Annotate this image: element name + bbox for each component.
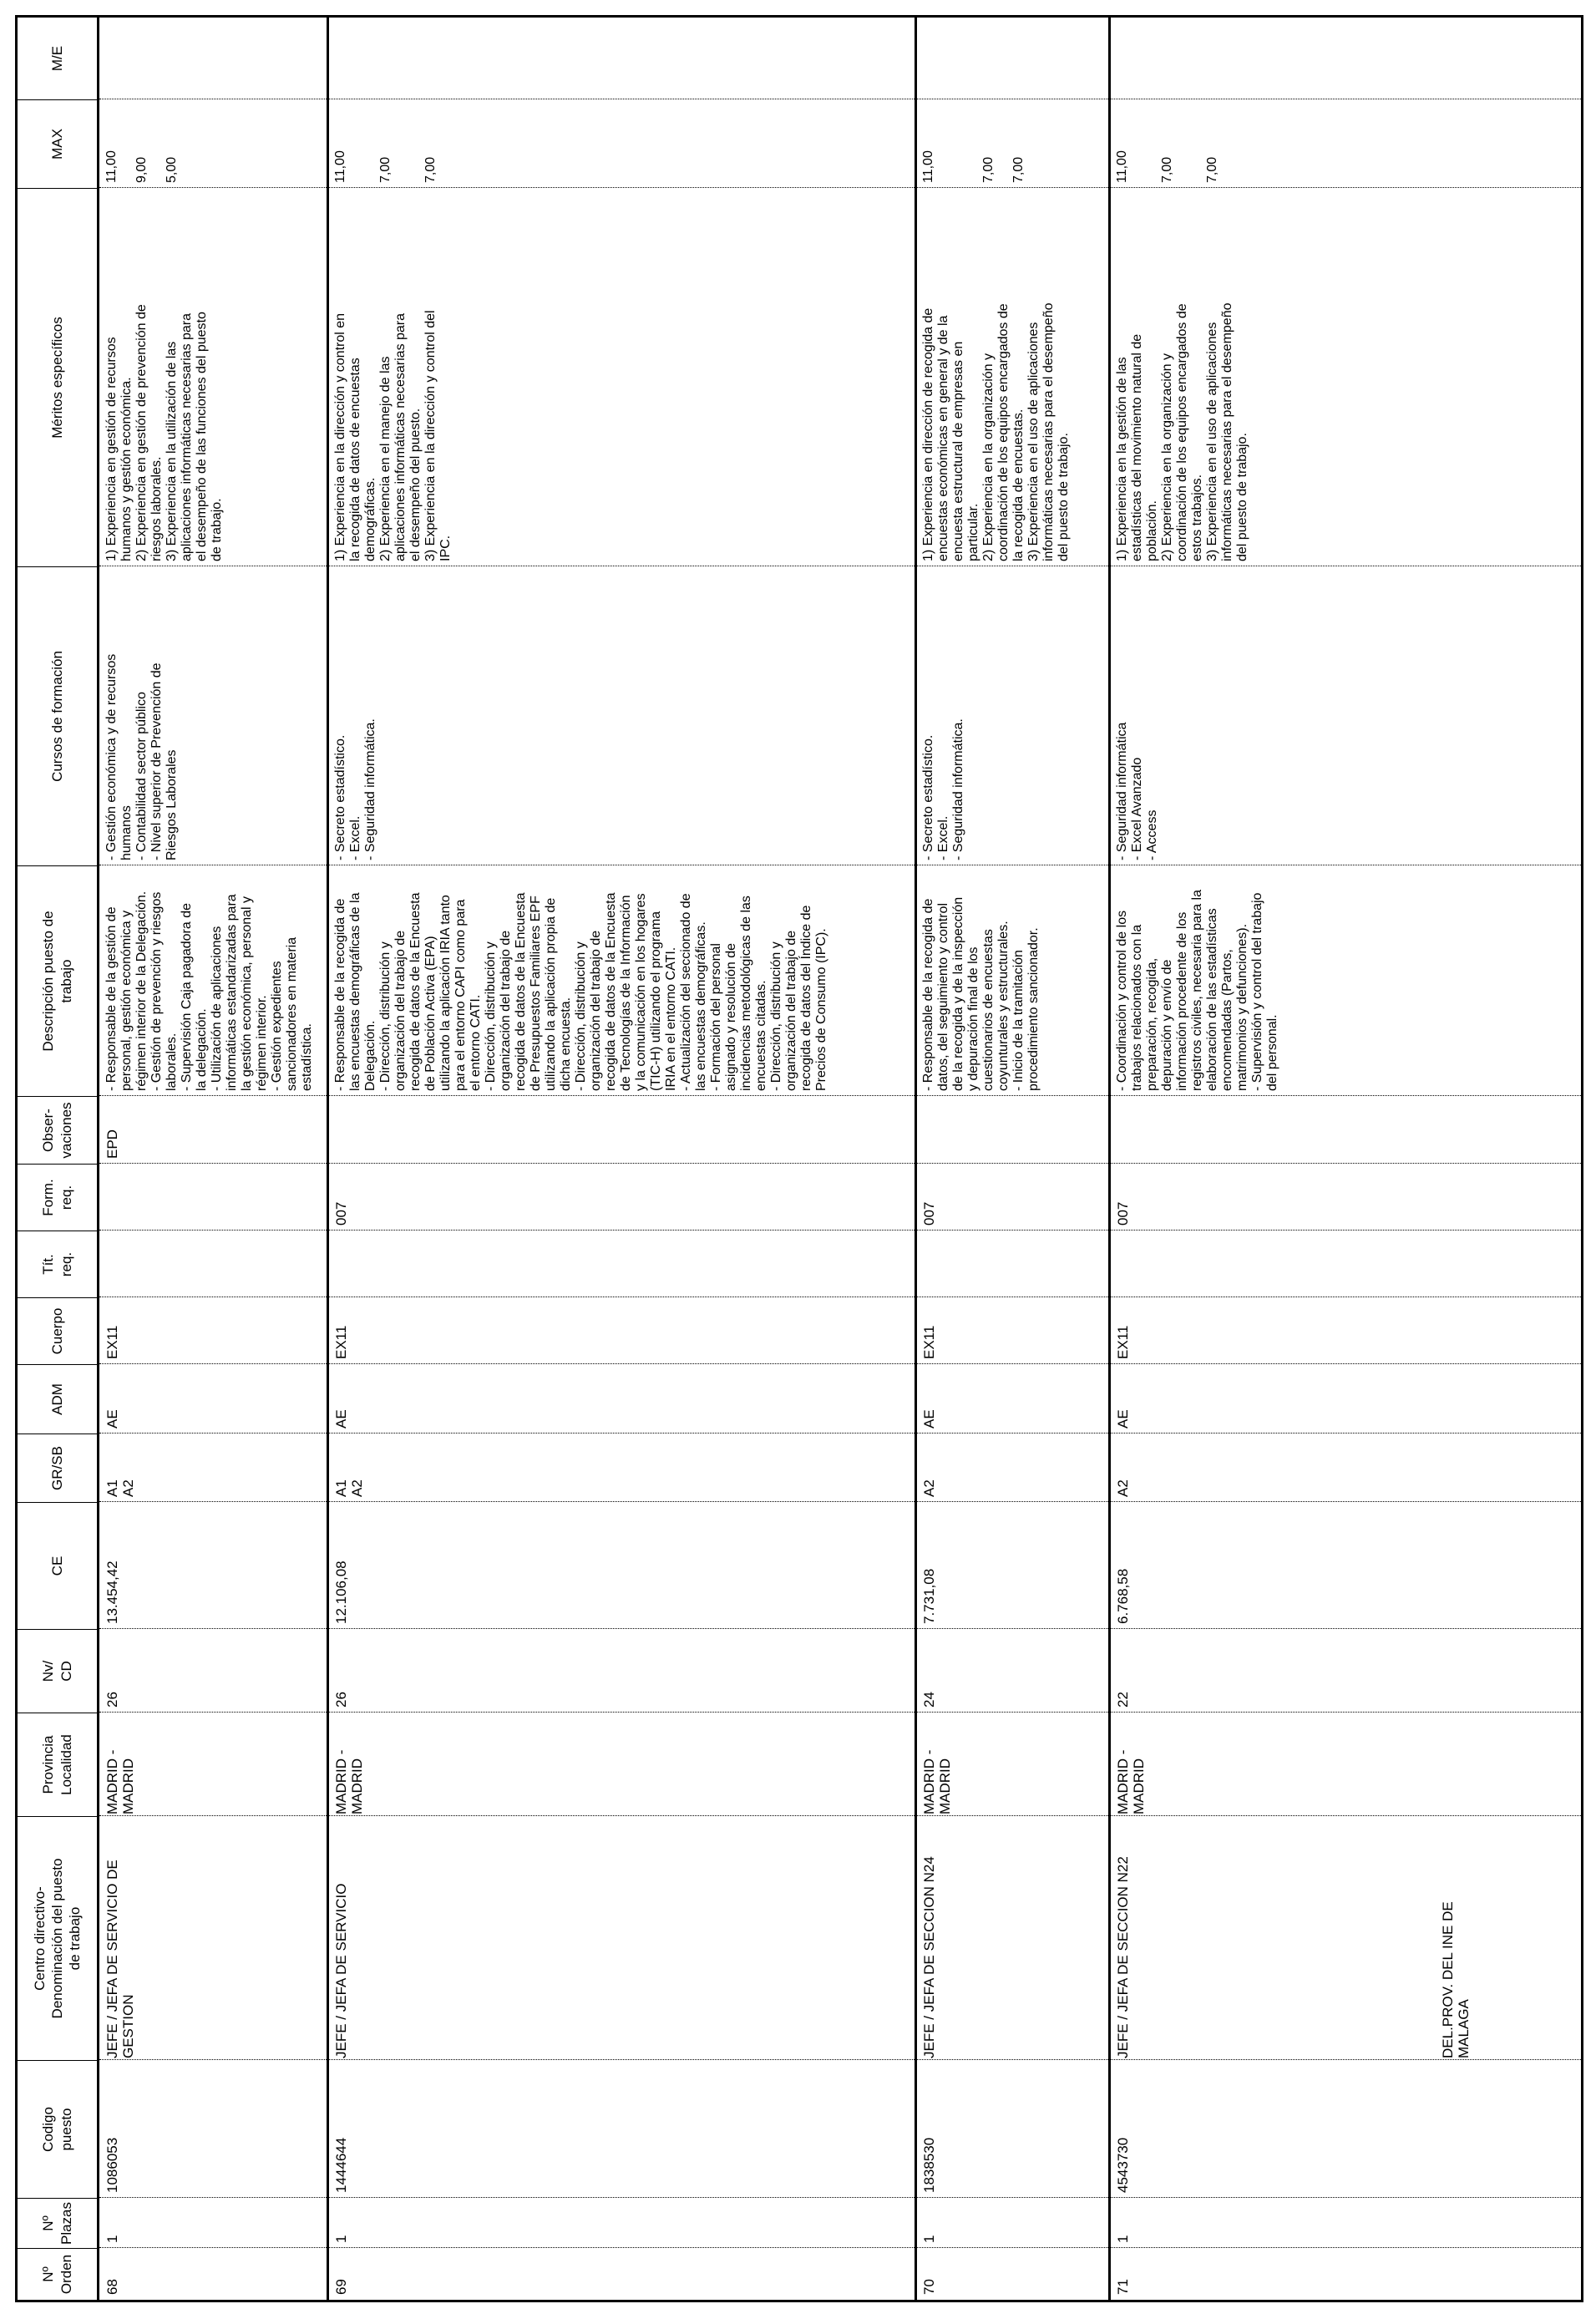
header-cursos: Cursos de formación — [18, 566, 97, 865]
cell-descripcion: - Responsable de la gestión de personal, gestión económica y régimen interior de la Delegación. - Gestión de prevención y riesgos laborales. - Supervisión Caja pagadora de la delegación. - Utilización de aplicaciones informáticas estandarizadas para la gestión económica, personal y régimen interior. - Gestión expedientes sancionadores en materia estadística. — [104, 891, 314, 1091]
cell-centro: JEFE / JEFA DE SECCION N22 — [1115, 1856, 1131, 2058]
cell-adm: AE — [333, 1409, 349, 1428]
cell-max: 11,00 7,00 7,00 — [1115, 150, 1219, 183]
cell-ce: 12.106,08 — [333, 1560, 349, 1624]
header-cuerpo: Cuerpo — [18, 1297, 97, 1364]
cell-descripcion: - Coordinación y control de los trabajos relacionados con la preparación, recogida, depuración y envío de información procedente de los registros civiles, necesaria para la elaboración de las estadísticas encomendadas (Partos, matrimonios y defunciones). - Supervisión y control del trabajo del personal. — [1115, 890, 1279, 1091]
cell-plazas: 1 — [104, 2235, 120, 2243]
header-codigo: Codigo puesto — [18, 2060, 97, 2198]
header-meritos: Méritos específicos — [18, 188, 97, 566]
cell-grupo: A1 A2 — [104, 1479, 136, 1497]
cell-nivel: 26 — [333, 1692, 349, 1708]
cell-codigo: 1444644 — [333, 2137, 349, 2193]
cell-cursos: - Secreto estadístico. - Excel. - Seguridad informática. — [921, 718, 965, 860]
cell-max: 11,00 7,00 7,00 — [333, 150, 438, 183]
cell-centro: JEFE / JEFA DE SERVICIO — [333, 1883, 349, 2058]
cell-cursos: - Seguridad informática - Excel Avanzado - Access — [1115, 722, 1159, 860]
cell-plazas: 1 — [1115, 2235, 1131, 2243]
header-orden: Nº Orden — [18, 2248, 97, 2300]
cell-provincia: MADRID - MADRID — [333, 1749, 365, 1814]
cell-meritos: 1) Experiencia en la dirección y control en la recogida de datos de encuestas demográficas. 2) Experiencia en el manejo de las aplicaciones informáticas necesarias para el desempeño del puesto. 3) Experiencia en la dirección y control del IPC. — [333, 310, 453, 561]
cell-formacion: 007 — [921, 1201, 937, 1225]
cell-meritos: 1) Experiencia en dirección de recogida de encuestas económicas en general y de la encuesta estructural de empresas en particular. 2) Experiencia en la organización y coordinación de los equipos encargados de la recogida de encuestas. 3) Experiencia en el uso de aplicaciones informáticas necesarias para el desempeño del puesto de trabajo. — [921, 302, 1071, 561]
cell-nivel: 26 — [104, 1692, 120, 1708]
cell-grupo: A1 A2 — [333, 1479, 365, 1497]
cell-provincia: MADRID - MADRID — [104, 1749, 136, 1814]
table-row — [99, 18, 327, 2300]
header-formacion: Form. req. — [18, 1164, 97, 1231]
cell-cuerpo: EX11 — [921, 1325, 937, 1359]
cell-codigo: 1086053 — [104, 2137, 120, 2193]
cell-formacion: 007 — [333, 1201, 349, 1225]
table-row — [328, 18, 915, 2300]
header-titulacion: Tít. req. — [18, 1231, 97, 1297]
cell-provincia: MADRID - MADRID — [921, 1749, 953, 1814]
cell-codigo: 4543730 — [1115, 2137, 1131, 2193]
header-grupo: GR/SB — [18, 1434, 97, 1502]
cell-orden: 70 — [921, 2279, 937, 2295]
cell-centro: JEFE / JEFA DE SERVICIO DE GESTION — [104, 1860, 136, 2058]
table-row — [916, 18, 1108, 2300]
cell-orden: 68 — [104, 2279, 120, 2295]
cell-grupo: A2 — [1115, 1479, 1131, 1497]
cell-ce: 13.454,42 — [104, 1560, 120, 1624]
cell-nivel: 22 — [1115, 1692, 1131, 1708]
cell-max: 11,00 9,00 5,00 — [104, 150, 179, 183]
cell-cuerpo: EX11 — [1115, 1325, 1131, 1359]
cell-adm: AE — [1115, 1409, 1131, 1428]
cell-orden: 69 — [333, 2279, 349, 2295]
positions-table — [15, 15, 1583, 2302]
cell-adm: AE — [104, 1409, 120, 1428]
cell-provincia: MADRID - MADRID — [1115, 1749, 1147, 1814]
section-note: DEL.PROV. DEL INE DE MALAGA — [1440, 1901, 1472, 2058]
header-adm: ADM — [18, 1364, 97, 1434]
header-nivel: Nv/ CD — [18, 1629, 97, 1713]
cell-centro: JEFE / JEFA DE SECCION N24 — [921, 1856, 937, 2058]
cell-meritos: 1) Experiencia en gestión de recursos humanos y gestión económica. 2) Experiencia en gestión de prevención de riesgos laborales. 3) Experiencia en la utilización de las aplicaciones informáticas necesarias para el desempeño de las funciones del puesto de trabajo. — [104, 304, 224, 561]
cell-grupo: A2 — [921, 1479, 937, 1497]
header-max: MAX — [18, 99, 97, 188]
cell-adm: AE — [921, 1409, 937, 1428]
cell-cuerpo: EX11 — [333, 1325, 349, 1359]
table-row — [1110, 18, 1583, 2300]
cell-descripcion: - Responsable de la recogida de datos, del seguimiento y control de la recogida y de la inspección y depuración final de los cuestionarios de encuestas coyunturales y estructurales. - Inicio de la tramitación procedimiento sancionador. — [921, 896, 1041, 1091]
cell-codigo: 1838530 — [921, 2137, 937, 2193]
table-header — [18, 18, 99, 2300]
cell-observaciones: EPD — [104, 1129, 120, 1159]
cell-cursos: - Gestión económica y de recursos humanos - Contabilidad sector público - Nivel superior de Prevención de Riesgos Laborales — [104, 653, 179, 860]
cell-max: 11,00 7,00 7,00 — [921, 150, 1026, 183]
cell-ce: 6.768,58 — [1115, 1568, 1131, 1624]
cell-cursos: - Secreto estadístico. - Excel. - Seguridad informática. — [333, 718, 377, 860]
cell-nivel: 24 — [921, 1692, 937, 1708]
cell-plazas: 1 — [921, 2235, 937, 2243]
cell-orden: 71 — [1115, 2279, 1131, 2295]
cell-meritos: 1) Experiencia en la gestión de las estadísticas del movimiento natural de población. 2) Experiencia en la organización y coordinación de los equipos encargados de estos trabajos. 3) Experiencia en el uso de aplicaciones informáticas necesarias para el desempeño del puesto de trabajo. — [1115, 302, 1249, 561]
cell-formacion: 007 — [1115, 1201, 1131, 1225]
cell-plazas: 1 — [333, 2235, 349, 2243]
header-observaciones: Obser- vaciones — [18, 1096, 97, 1164]
header-provincia: Provincia Localidad — [18, 1713, 97, 1816]
cell-cuerpo: EX11 — [104, 1325, 120, 1359]
header-descripcion: Descripción puesto de trabajo — [18, 865, 97, 1096]
cell-descripcion: - Responsable de la recogida de las encuestas demográficas de la Delegación. - Dirección, distribución y organización del trabajo de recogida de datos de la Encuesta de Población Activa (EPA) utilizando la aplicación IRIA tanto para el entorno CAPI como para el entorno CATI. - Dirección, distribución y organización del trabajo de recogida de datos de la Encuesta de Presupuestos Familiares EPF utilizando la aplicación propia de dicha encuesta. - Dirección, distribución y organización del trabajo de recogida de datos de la Encuesta de Tecnologías de la Información y la comunicación en los hogares (TIC-H) utilizando el programa IRIA en el entorno CATI. - Actualización del seccionado de las encuestas demográficas. - Formación del personal asignado y resolución de incidencias metodológicas de las encuestas citadas. - Dirección, distribución y organización del trabajo de recogida de datos del Índice de Precios de Consumo (IPC). — [333, 892, 828, 1091]
header-plazas: Nº Plazas — [18, 2198, 97, 2248]
header-me: M/E — [48, 45, 65, 72]
header-centro: Centro directivo- Denominación del puesto de trabajo — [18, 1816, 97, 2060]
cell-ce: 7.731,08 — [921, 1568, 937, 1624]
header-ce: CE — [18, 1502, 97, 1629]
